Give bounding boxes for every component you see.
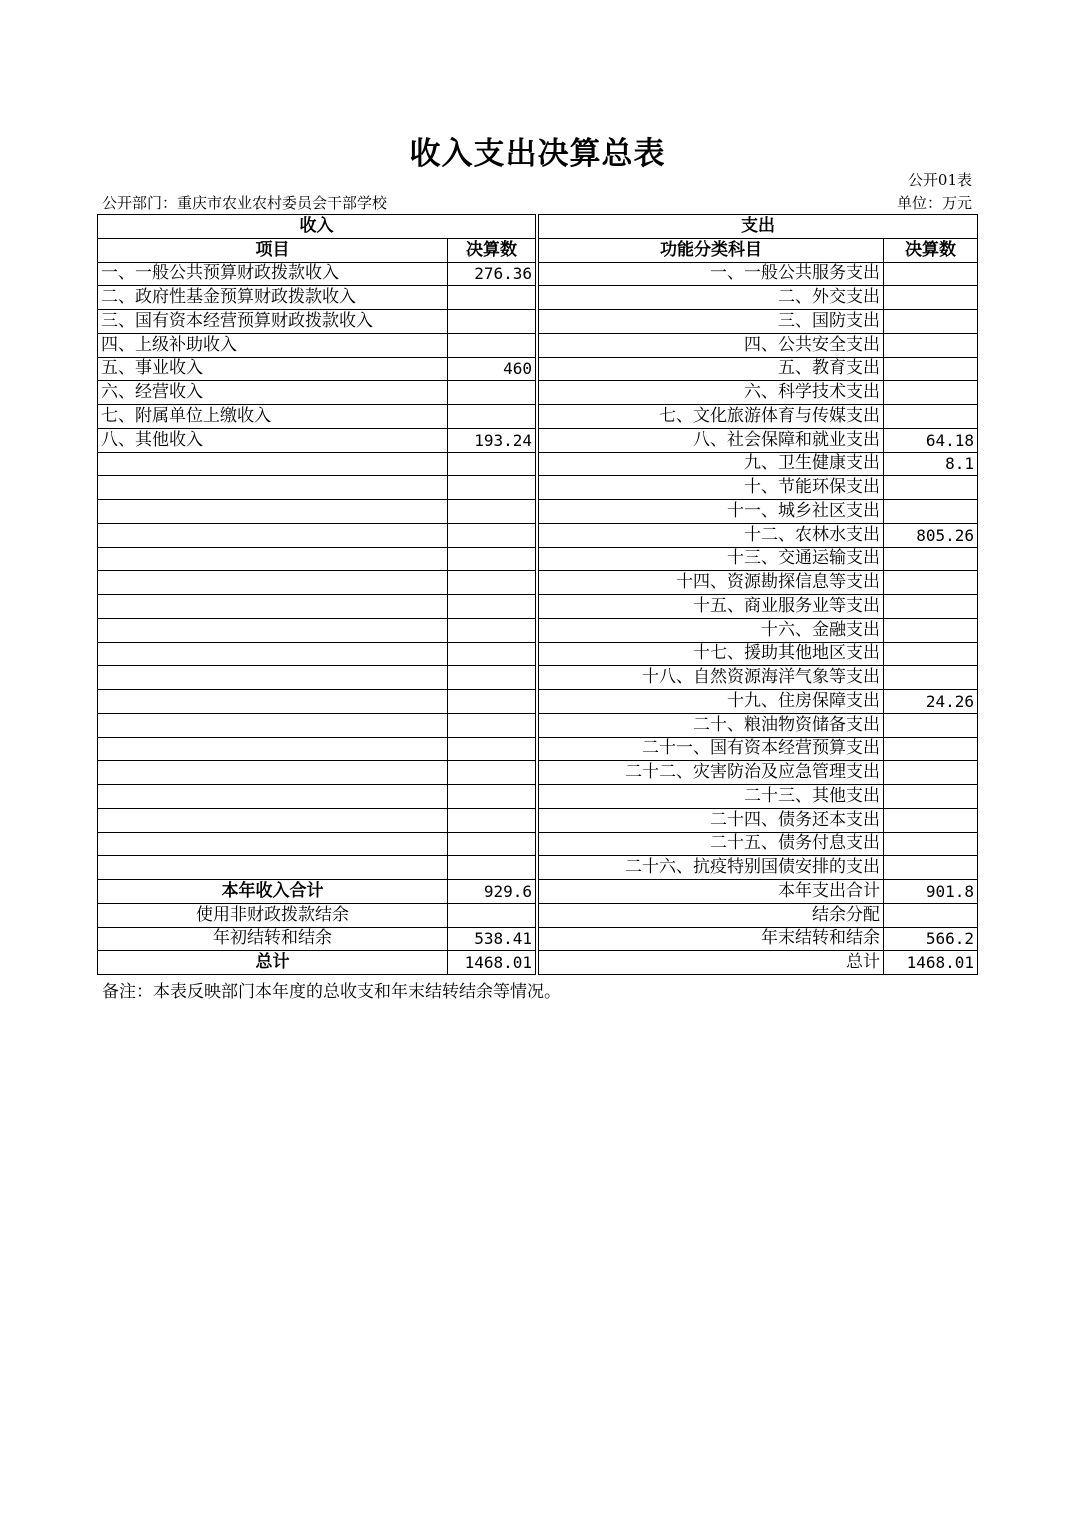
expense-amount-cell	[884, 595, 978, 619]
expense-item-cell: 二十二、灾害防治及应急管理支出	[539, 761, 884, 785]
table-row	[98, 690, 978, 714]
summary-row	[98, 880, 978, 904]
expense-item-cell: 二十五、债务付息支出	[539, 832, 884, 856]
income-amount-cell	[448, 713, 536, 737]
expense-amount-cell	[884, 357, 978, 381]
income-item-cell	[98, 737, 448, 761]
expense-item-cell: 三、国防支出	[539, 310, 884, 334]
expense-item-cell: 七、文化旅游体育与传媒支出	[539, 405, 884, 429]
income-item-cell	[98, 547, 448, 571]
income-amount-cell	[448, 523, 536, 547]
expense-amount-cell	[884, 286, 978, 310]
income-item-cell	[98, 523, 448, 547]
summary-row	[98, 927, 978, 951]
expense-amount-cell	[884, 832, 978, 856]
income-amount-cell	[448, 381, 536, 405]
income-amount-cell	[448, 808, 536, 832]
expense-item-cell: 六、科学技术支出	[539, 381, 884, 405]
summary-income-label: 总计	[98, 951, 448, 975]
col-header-function: 功能分类科目	[539, 238, 884, 262]
expense-item-cell: 二十四、债务还本支出	[539, 808, 884, 832]
expense-item-cell: 二十六、抗疫特别国债安排的支出	[539, 856, 884, 880]
income-item-cell	[98, 476, 448, 500]
table-row	[98, 856, 978, 880]
expense-item-cell: 十四、资源勘探信息等支出	[539, 571, 884, 595]
expense-amount-cell: 24.26	[884, 690, 978, 714]
expense-item-cell: 十八、自然资源海洋气象等支出	[539, 666, 884, 690]
table-row	[98, 357, 978, 381]
expense-amount-cell	[884, 310, 978, 334]
summary-row	[98, 951, 978, 975]
unit-label: 单位：万元	[896, 194, 972, 212]
income-amount-cell	[448, 785, 536, 809]
expense-item-cell: 十三、交通运输支出	[539, 547, 884, 571]
summary-expense-label: 年末结转和结余	[539, 927, 884, 951]
income-expense-table	[97, 214, 978, 975]
income-amount-cell	[448, 737, 536, 761]
expense-amount-cell	[884, 405, 978, 429]
table-row	[98, 310, 978, 334]
summary-expense-label: 总计	[539, 951, 884, 975]
income-amount-cell: 193.24	[448, 428, 536, 452]
expense-amount-cell	[884, 785, 978, 809]
income-item-cell: 六、经营收入	[98, 381, 448, 405]
table-row	[98, 476, 978, 500]
expense-item-cell: 一、一般公共服务支出	[539, 262, 884, 286]
income-item-cell: 二、政府性基金预算财政拨款收入	[98, 286, 448, 310]
income-item-cell: 三、国有资本经营预算财政拨款收入	[98, 310, 448, 334]
footnote: 备注：本表反映部门本年度的总收支和年末结转结余等情况。	[102, 982, 561, 1002]
expense-item-cell: 十二、农林水支出	[539, 523, 884, 547]
expense-item-cell: 十一、城乡社区支出	[539, 500, 884, 524]
expense-item-cell: 九、卫生健康支出	[539, 452, 884, 476]
expense-amount-cell	[884, 666, 978, 690]
expense-item-cell: 二十一、国有资本经营预算支出	[539, 737, 884, 761]
summary-income-label: 本年收入合计	[98, 880, 448, 904]
income-item-cell	[98, 690, 448, 714]
income-amount-cell	[448, 405, 536, 429]
page-title: 收入支出决算总表	[409, 136, 666, 172]
summary-expense-amount	[884, 903, 978, 927]
income-amount-cell	[448, 500, 536, 524]
summary-row	[98, 903, 978, 927]
table-row	[98, 571, 978, 595]
expense-amount-cell: 805.26	[884, 523, 978, 547]
expense-amount-cell	[884, 547, 978, 571]
income-item-cell: 一、一般公共预算财政拨款收入	[98, 262, 448, 286]
table-row	[98, 618, 978, 642]
table-row	[98, 381, 978, 405]
col-header-amount-2: 决算数	[884, 238, 978, 262]
summary-expense-label: 结余分配	[539, 903, 884, 927]
expense-amount-cell: 64.18	[884, 428, 978, 452]
income-amount-cell	[448, 310, 536, 334]
income-item-cell: 七、附属单位上缴收入	[98, 405, 448, 429]
income-amount-cell	[448, 547, 536, 571]
table-row	[98, 595, 978, 619]
column-header-row	[98, 238, 978, 262]
table-row	[98, 500, 978, 524]
income-item-cell	[98, 500, 448, 524]
group-header-row	[98, 215, 978, 239]
table-row	[98, 523, 978, 547]
income-amount-cell: 460	[448, 357, 536, 381]
income-item-cell	[98, 808, 448, 832]
income-item-cell	[98, 666, 448, 690]
table-row	[98, 832, 978, 856]
table-row	[98, 808, 978, 832]
income-item-cell	[98, 856, 448, 880]
table-row	[98, 713, 978, 737]
income-amount-cell: 276.36	[448, 262, 536, 286]
table-row	[98, 452, 978, 476]
table-row	[98, 405, 978, 429]
income-amount-cell	[448, 642, 536, 666]
income-item-cell	[98, 761, 448, 785]
income-item-cell	[98, 785, 448, 809]
table-row	[98, 333, 978, 357]
income-amount-cell	[448, 832, 536, 856]
expense-item-cell: 十、节能环保支出	[539, 476, 884, 500]
expense-item-cell: 五、教育支出	[539, 357, 884, 381]
income-item-cell	[98, 832, 448, 856]
summary-expense-amount: 566.2	[884, 927, 978, 951]
summary-income-amount: 929.6	[448, 880, 536, 904]
expense-amount-cell	[884, 333, 978, 357]
table-row	[98, 547, 978, 571]
expense-amount-cell	[884, 262, 978, 286]
expense-item-cell: 二、外交支出	[539, 286, 884, 310]
income-amount-cell	[448, 286, 536, 310]
income-group-header: 收入	[98, 215, 536, 239]
income-amount-cell	[448, 761, 536, 785]
income-item-cell	[98, 713, 448, 737]
summary-income-amount	[448, 903, 536, 927]
income-amount-cell	[448, 571, 536, 595]
expense-amount-cell	[884, 737, 978, 761]
expense-item-cell: 十九、住房保障支出	[539, 690, 884, 714]
expense-amount-cell	[884, 713, 978, 737]
expense-item-cell: 八、社会保障和就业支出	[539, 428, 884, 452]
summary-income-label: 使用非财政拨款结余	[98, 903, 448, 927]
income-amount-cell	[448, 476, 536, 500]
table-row	[98, 737, 978, 761]
col-header-item: 项目	[98, 238, 448, 262]
expense-amount-cell	[884, 571, 978, 595]
expense-item-cell: 四、公共安全支出	[539, 333, 884, 357]
income-item-cell	[98, 595, 448, 619]
table-row	[98, 286, 978, 310]
income-item-cell: 八、其他收入	[98, 428, 448, 452]
table-row	[98, 262, 978, 286]
expense-item-cell: 十五、商业服务业等支出	[539, 595, 884, 619]
income-amount-cell	[448, 452, 536, 476]
income-item-cell	[98, 642, 448, 666]
col-header-amount: 决算数	[448, 238, 536, 262]
expense-item-cell: 二十、粮油物资储备支出	[539, 713, 884, 737]
table-row	[98, 785, 978, 809]
income-amount-cell	[448, 595, 536, 619]
summary-expense-amount: 901.8	[884, 880, 978, 904]
income-amount-cell	[448, 856, 536, 880]
income-item-cell: 四、上级补助收入	[98, 333, 448, 357]
income-amount-cell	[448, 666, 536, 690]
expense-amount-cell	[884, 618, 978, 642]
summary-income-label: 年初结转和结余	[98, 927, 448, 951]
income-amount-cell	[448, 618, 536, 642]
table-row	[98, 428, 978, 452]
expense-amount-cell	[884, 761, 978, 785]
summary-expense-amount: 1468.01	[884, 951, 978, 975]
income-item-cell	[98, 452, 448, 476]
expense-amount-cell	[884, 808, 978, 832]
summary-income-amount: 1468.01	[448, 951, 536, 975]
summary-expense-label: 本年支出合计	[539, 880, 884, 904]
expense-group-header: 支出	[539, 215, 978, 239]
summary-income-amount: 538.41	[448, 927, 536, 951]
expense-item-cell: 十六、金融支出	[539, 618, 884, 642]
income-amount-cell	[448, 333, 536, 357]
income-item-cell	[98, 571, 448, 595]
income-item-cell: 五、事业收入	[98, 357, 448, 381]
department-label: 公开部门：重庆市农业农村委员会干部学校	[102, 194, 388, 212]
expense-amount-cell	[884, 856, 978, 880]
expense-amount-cell	[884, 642, 978, 666]
expense-amount-cell	[884, 500, 978, 524]
expense-amount-cell: 8.1	[884, 452, 978, 476]
income-amount-cell	[448, 690, 536, 714]
table-row	[98, 666, 978, 690]
expense-amount-cell	[884, 476, 978, 500]
expense-item-cell: 十七、援助其他地区支出	[539, 642, 884, 666]
form-number: 公开01表	[907, 171, 972, 189]
expense-amount-cell	[884, 381, 978, 405]
table-row	[98, 642, 978, 666]
table-row	[98, 761, 978, 785]
income-item-cell	[98, 618, 448, 642]
expense-item-cell: 二十三、其他支出	[539, 785, 884, 809]
